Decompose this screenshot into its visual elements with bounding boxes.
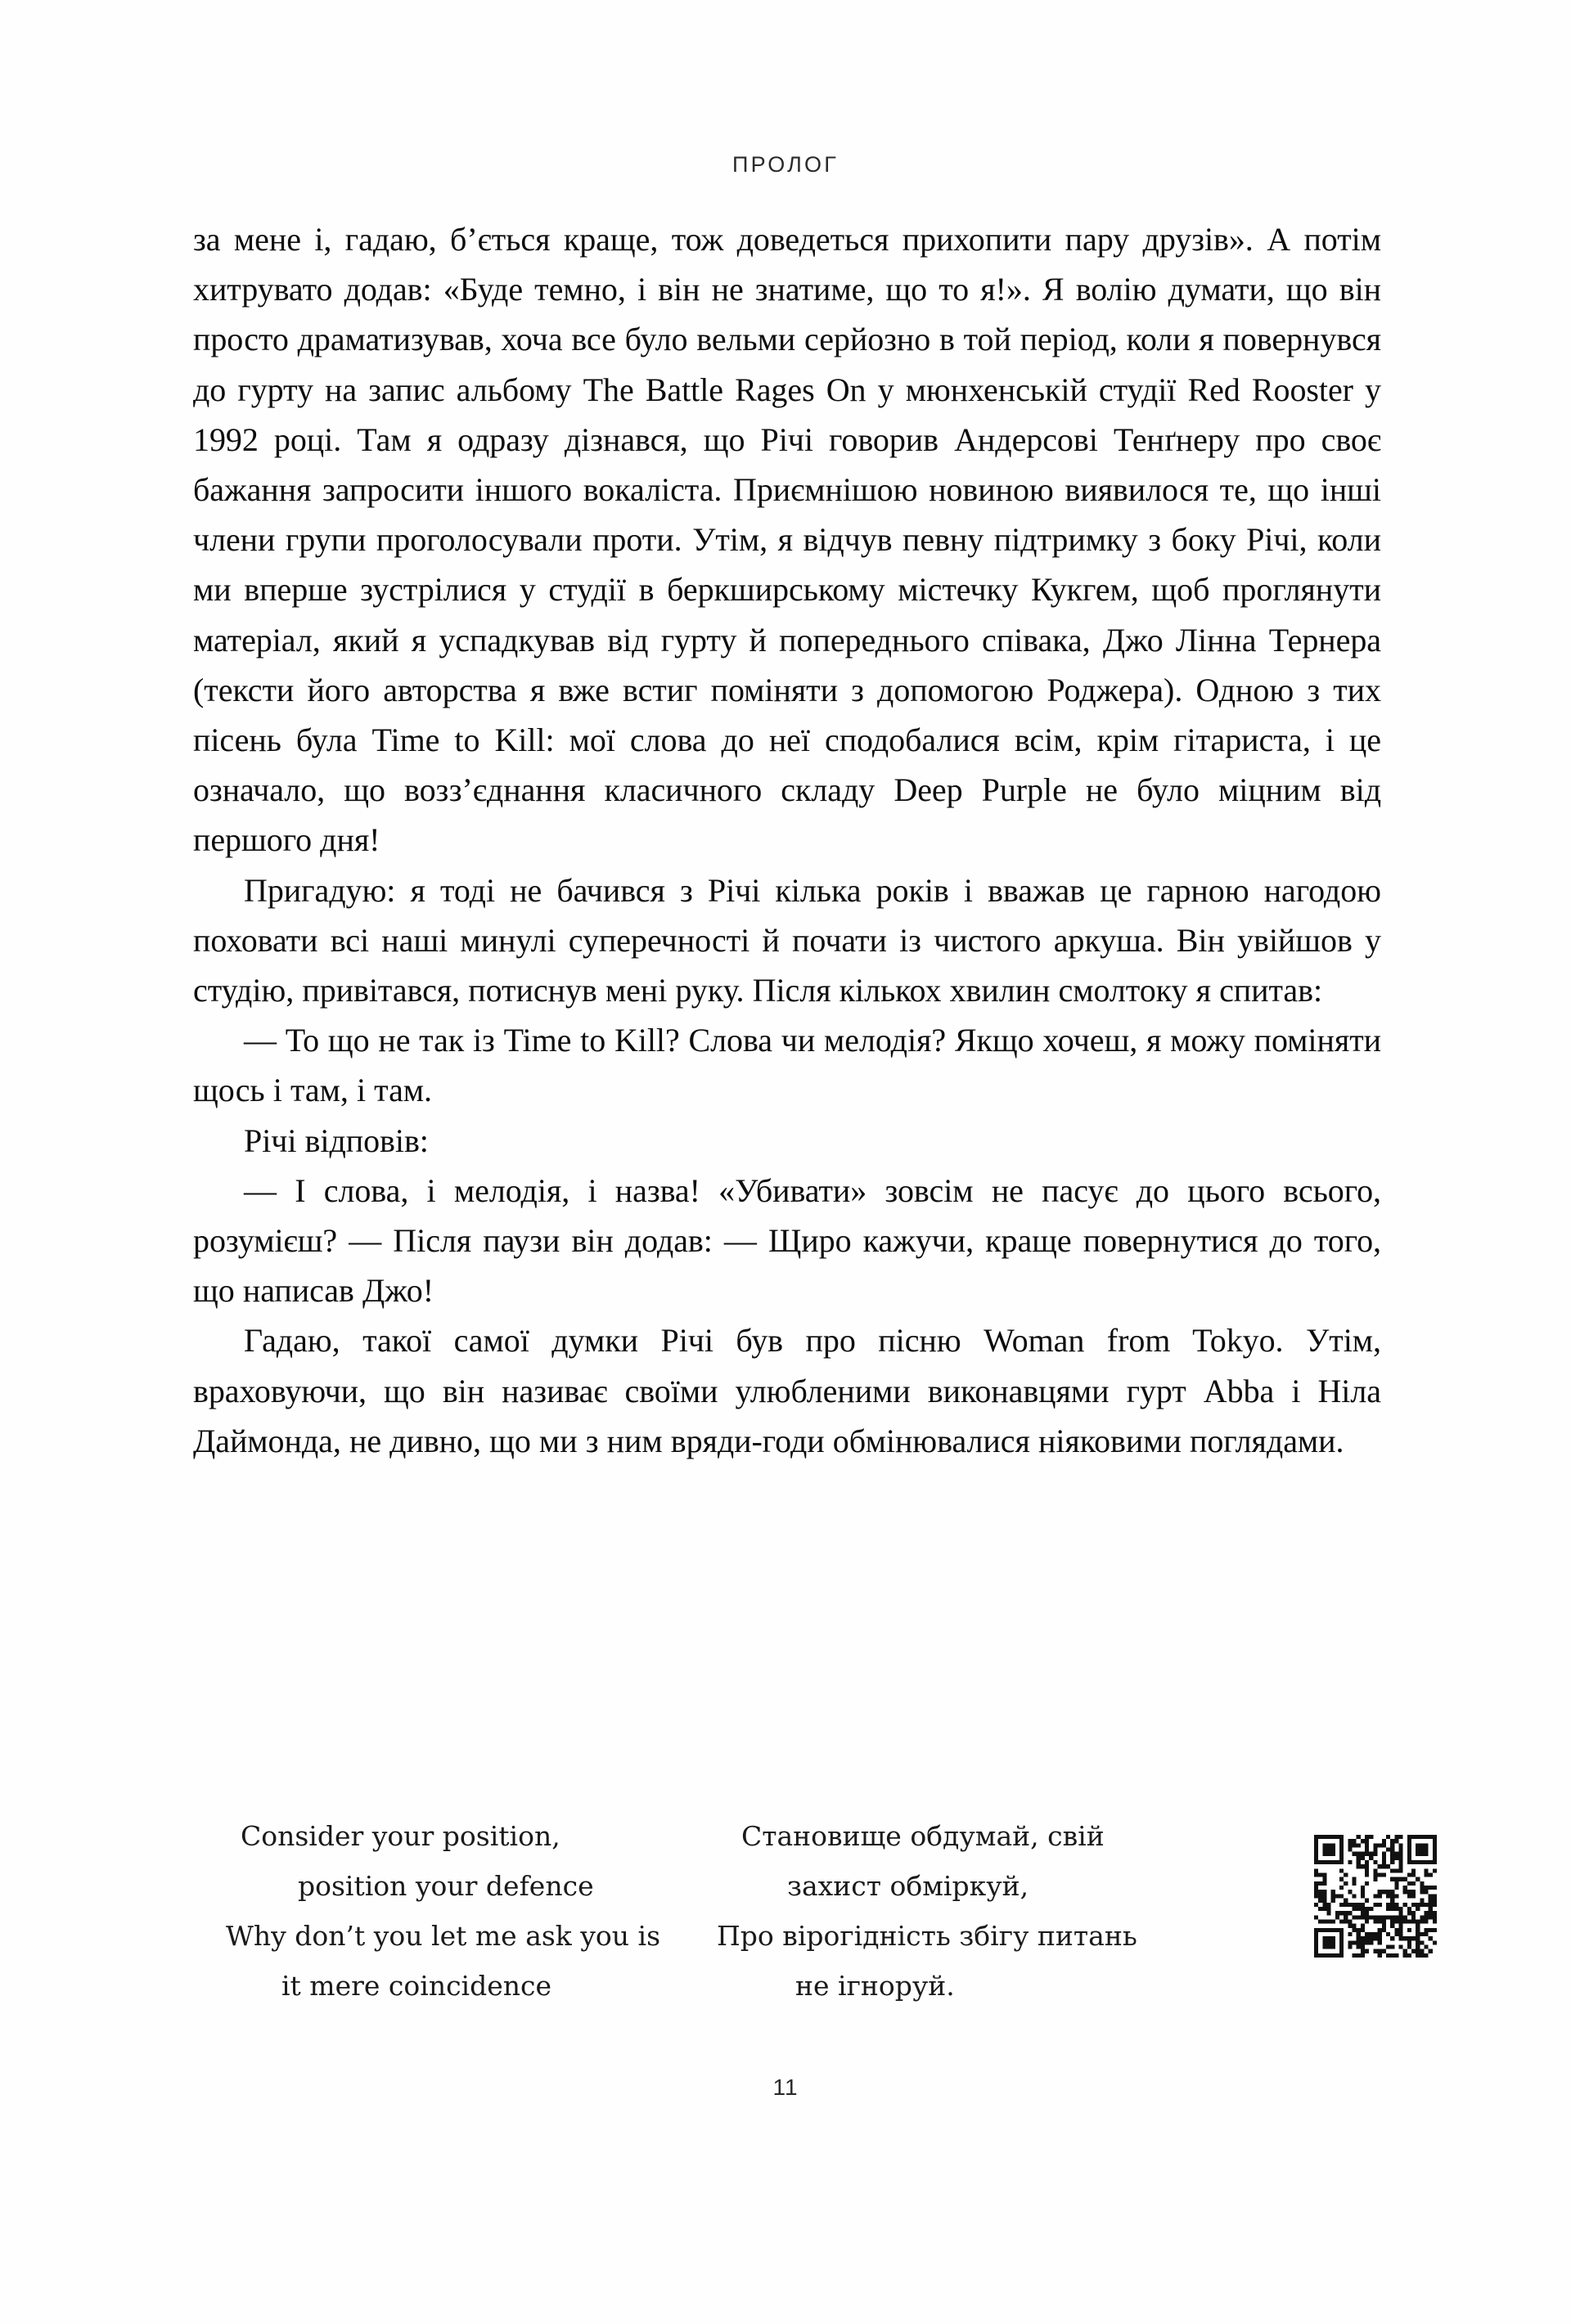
lyrics-line: it mere coincidence <box>281 1970 552 2002</box>
lyrics-line: Становище обдумай, свій <box>741 1820 1105 1852</box>
paragraph-4: Річі відповів: <box>244 1122 429 1159</box>
lyrics-line: захист обміркуй, <box>787 1870 1029 1902</box>
paragraph-3: — То що не так із Time to Kill? Слова чи мелодія? Якщо хочеш, я можу поміняти щось і там, і там. <box>193 1022 1381 1109</box>
paragraph-6: Гадаю, такої самої думки Річі був про пісню Woman from Tokyo. Утім, враховуючи, що він називає своїми улюбленими виконавцями гурт Abba і Ніла Даймонда, не дивно, що ми з ним вряди-годи обмінювалися ніяковими поглядами. <box>193 1322 1381 1459</box>
lyrics-line: Consider your position, <box>241 1820 560 1852</box>
lyrics-line: position your defence <box>298 1870 594 1902</box>
lyrics-column-english <box>193 1811 717 2011</box>
lyrics-line: не ігноруй. <box>795 1970 955 2002</box>
paragraph-1: за мене і, гадаю, б’ється краще, тож доведеться прихопити пару друзів». А потім хитрувато додав: «Буде темно, і він не знатиме, що то я!». Я волію думати, що він просто драматизував, хоча все було вельми серйозно в той період, коли я повернувся до гурту на запис альбому The Battle Rages On у мюнхенській студії Red Rooster у 1992 році. Там я одразу дізнався, що Річі говорив Андерсові Тенґнеру про своє бажання запросити іншого вокаліста. Приємнішою новиною виявилося те, що інші члени групи проголосували проти. Утім, я відчув певну підтримку з боку Річі, коли ми вперше зустрілися у студії в беркширському містечку Кукгем, щоб проглянути матеріал, який я успадкував від гурту й попереднього співака, Джо Лінна Тернера (тексти його авторства я вже встиг поміняти з допомогою Роджера). Одною з тих пісень була Time to Kill: мої слова до неї сподобалися всім, крім гітариста, і це означало, що возз’єднання класичного складу Deep Purple не було міцним від першого дня! <box>193 221 1381 859</box>
paragraph-5: — І слова, і мелодія, і назва! «Убивати» зовсім не пасує до цього всього, розумієш? — Після паузи він додав: — Щиро кажучи, краще повернутися до того, що написав Джо! <box>193 1171 1381 1310</box>
lyrics-block <box>193 1811 1381 2011</box>
paragraph-2: Пригадую: я тоді не бачився з Річі кілька років і вважав це гарною нагодою поховати всі наші минулі суперечності й почати із чистого аркуша. Він увійшов у студію, привітався, потиснув мені руку. Після кількох хвилин смолтоку я спитав: <box>193 871 1381 1009</box>
qr-code-icon[interactable] <box>1314 1835 1437 1958</box>
page-number: 11 <box>772 2075 799 2100</box>
lyrics-line: Про вірогідність збігу питань <box>717 1920 1137 1952</box>
body-text-block <box>193 214 1381 1466</box>
lyrics-line: Why don’t you let me ask you is <box>226 1920 661 1952</box>
lyrics-column-ukrainian <box>717 1811 1208 2011</box>
running-head: ПРОЛОГ <box>731 152 840 177</box>
